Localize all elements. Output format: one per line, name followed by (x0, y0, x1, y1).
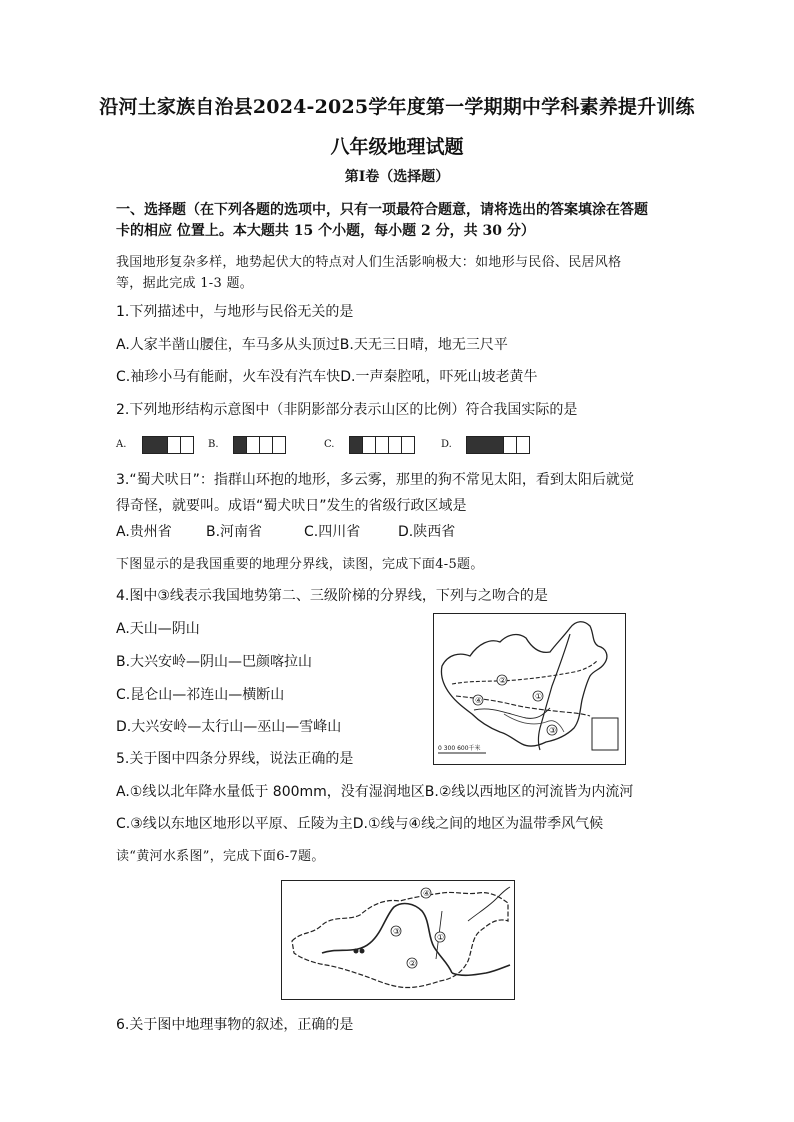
q2-diagram-d (466, 436, 530, 454)
section-heading-line1: 一、选择题（在下列各题的选项中，只有一项最符合题意，请将选出的答案填涂在答题 (116, 202, 648, 218)
q3-stem-line1: 3.“蜀犬吠日”：指群山环抱的地形，多云雾，那里的狗不常见太阳，看到太阳后就觉 (116, 472, 634, 488)
lake-dot (354, 949, 359, 954)
q5-option-b: B.②线以西地区的河流皆为内流河 (424, 784, 634, 800)
question-2-options (116, 436, 676, 458)
map1-marker-1: ① (535, 692, 543, 701)
china-outline-shape (441, 622, 606, 746)
q3-option-a: A.贵州省 (116, 524, 172, 540)
q2-diagram-b (233, 436, 286, 454)
map1-marker-4: ④ (475, 696, 483, 705)
q1-option-b: B.天无三日晴，地无三尺平 (339, 337, 508, 353)
intro-1-3 (116, 252, 688, 294)
question-1-options-row2 (116, 367, 696, 387)
q4-option-a: A.天山—阴山 (116, 621, 200, 637)
question-5-stem: 5.关于图中四条分界线，说法正确的是 (116, 751, 354, 767)
q2-label-d: D. (441, 439, 452, 450)
q2-label-c: C. (324, 439, 335, 450)
intro-6-7: 读“黄河水系图”，完成下面6-7题。 (116, 849, 325, 864)
q3-stem-line2: 得奇怪，就要叫。成语“蜀犬吠日”发生的省级行政区域是 (116, 498, 467, 514)
lake-dot-2 (360, 949, 365, 954)
question-5-options-row1 (116, 782, 696, 802)
exam-title-line1: 沿河土家族自治县2024-2025学年度第一学期期中学科素养提升训练 (99, 96, 695, 118)
section-heading-line2: 卡的相应 位置上。本大题共 15 个小题，每小题 2 分，共 30 分） (116, 223, 535, 239)
q4-option-b: B.大兴安岭—阴山—巴颜喀拉山 (116, 654, 313, 670)
boundary-line-2 (452, 660, 598, 684)
q2-diagram-c (349, 436, 415, 454)
q4-option-d: D.大兴安岭—太行山—巫山—雪峰山 (116, 719, 342, 735)
q1-option-a: A.人家半凿山腰住，车马多从头顶过 (116, 337, 340, 353)
question-3-stem (116, 470, 696, 516)
yellow-river-map (281, 880, 515, 1000)
q1-option-d: D.一声秦腔吼，吓死山坡老黄牛 (340, 369, 538, 385)
q2-label-a: A. (116, 439, 127, 450)
china-map-graphic (434, 614, 625, 764)
intro-1-3-line1: 我国地形复杂多样，地势起伏大的特点对人们生活影响极大：如地形与民俗、民居风格 (116, 255, 622, 270)
map2-marker-2: ② (409, 959, 417, 968)
map2-marker-1: ① (437, 933, 445, 942)
question-4-stem: 4.图中③线表示我国地势第二、三级阶梯的分界线，下列与之吻合的是 (116, 588, 548, 604)
exam-title-line2: 八年级地理试题 (330, 136, 464, 158)
question-2-stem: 2.下列地形结构示意图中（非阴影部分表示山区的比例）符合我国实际的是 (116, 402, 578, 418)
q3-option-c: C.四川省 (304, 524, 361, 540)
china-boundary-map (433, 613, 626, 765)
question-5-options-row2 (116, 814, 696, 834)
map1-scale-label: 0 300 600千米 (438, 745, 481, 752)
q3-option-b: B.河南省 (206, 524, 263, 540)
part-heading: 第Ⅰ卷（选择题） (344, 169, 450, 185)
question-1-stem: 1.下列描述中，与地形与民俗无关的是 (116, 304, 354, 320)
intro-4-5: 下图显示的是我国重要的地理分界线，读图，完成下面4-5题。 (116, 557, 484, 572)
question-6-stem: 6.关于图中地理事物的叙述，正确的是 (116, 1017, 354, 1033)
yellow-river-graphic (282, 881, 514, 999)
question-1-options-row1 (116, 335, 696, 355)
section-heading (116, 200, 688, 242)
south-sea-inset (592, 718, 618, 750)
basin-boundary (292, 892, 508, 987)
intro-1-3-line2: 等，据此完成 1-3 题。 (116, 276, 254, 291)
map1-marker-3: ③ (549, 726, 557, 735)
map2-marker-3: ③ (393, 927, 401, 936)
boundary-line-4 (474, 708, 550, 718)
q2-diagram-a (142, 436, 194, 454)
yellow-river-lower-course (452, 965, 510, 975)
map1-marker-2: ② (499, 676, 507, 685)
map2-marker-4: ④ (423, 889, 431, 898)
q4-option-c: C.昆仑山—祁连山—横断山 (116, 687, 285, 703)
q5-option-d: D.①线与④线之间的地区为温带季风气候 (352, 816, 604, 832)
q5-option-c: C.③线以东地区地形以平原、丘陵为主 (116, 816, 353, 832)
coast-line (468, 887, 510, 921)
yellow-river-mainstream (322, 904, 452, 973)
q2-label-b: B. (208, 439, 219, 450)
q5-option-a: A.①线以北年降水量低于 800mm，没有湿润地区 (116, 784, 425, 800)
q1-option-c: C.袖珍小马有能耐，火车没有汽车快 (116, 369, 341, 385)
q3-option-d: D.陕西省 (398, 524, 456, 540)
